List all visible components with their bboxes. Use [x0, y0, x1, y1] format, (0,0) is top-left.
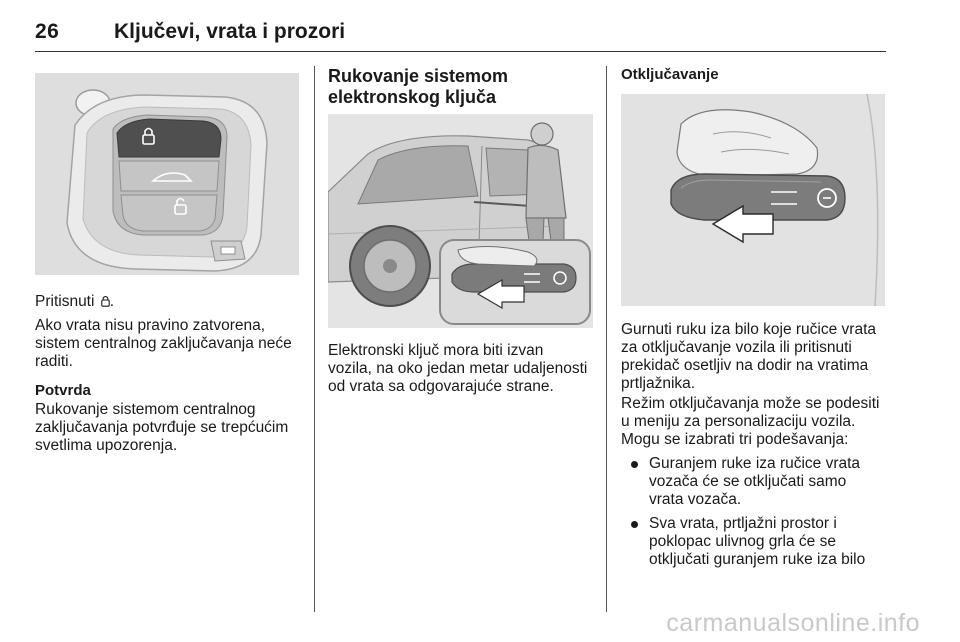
para-line2: vozila, na oko jedan metar udaljenosti	[328, 360, 588, 377]
bullet2-line2: poklopac ulivnog grla će se	[649, 533, 836, 550]
para2-line1: Rukovanje sistemom centralnog	[35, 401, 256, 418]
press-instruction	[35, 293, 300, 311]
para1-line2: za otključavanje vozila ili pritisnuti	[621, 339, 852, 356]
para1-line3: raditi.	[35, 353, 73, 370]
list-item	[621, 515, 896, 569]
potvrda-heading: Potvrda	[35, 382, 91, 399]
column-divider-2	[606, 66, 607, 612]
column-divider-1	[314, 66, 315, 612]
unlock-mode-paragraph	[621, 395, 896, 449]
column-3	[621, 0, 891, 642]
para2-line2: zaključavanja potvrđuje se trepćućim	[35, 419, 289, 436]
unlock-paragraph	[621, 321, 896, 393]
para1-line1: Ako vrata nisu pravino zatvorena,	[35, 317, 266, 334]
para1-line4: prtljažnika.	[621, 375, 696, 392]
door-handle-illustration	[621, 94, 885, 306]
para-line1: Elektronski ključ mora biti izvan	[328, 342, 544, 359]
para1-line3: prekidač osetljiv na dodir na vratima	[621, 357, 869, 374]
bullet2-line3: otključati guranjem ruke iza bilo	[649, 551, 866, 568]
press-suffix: .	[109, 293, 115, 310]
para1-line2: sistem centralnog zaključavanja neće	[35, 335, 292, 352]
column-2	[328, 0, 596, 642]
electronic-key-paragraph	[328, 342, 603, 396]
column-1	[35, 0, 300, 642]
bullet2-line1: Sva vrata, prtljažni prostor i	[649, 515, 837, 532]
press-prefix: Pritisnuti	[35, 293, 95, 310]
car-door-approach-illustration	[328, 114, 593, 328]
bullet1-line3: vrata vozača.	[649, 491, 742, 508]
list-item	[621, 455, 896, 509]
heading-line2: elektronskog ključa	[328, 87, 497, 107]
electronic-key-heading	[328, 66, 596, 108]
unlock-settings-list	[621, 455, 896, 569]
key-fob-illustration	[35, 73, 299, 275]
bullet1-line1: Guranjem ruke iza ručice vrata	[649, 455, 861, 472]
para-line3: od vrata sa odgovarajuće strane.	[328, 378, 554, 395]
para2-line3: Mogu se izabrati tri podešavanja:	[621, 431, 849, 448]
heading-line1: Rukovanje sistemom	[328, 66, 509, 86]
door-not-closed-paragraph	[35, 317, 305, 371]
otkljucavanje-heading: Otključavanje	[621, 66, 719, 83]
running-title: Ključevi, vrata i prozori	[114, 20, 346, 43]
para2-line2: u meniju za personalizaciju vozila.	[621, 413, 856, 430]
page-number: 26	[35, 20, 60, 43]
para1-line1: Gurnuti ruku iza bilo koje ručice vrata	[621, 321, 877, 338]
bullet1-line2: vozača će se otključati samo	[649, 473, 847, 490]
para2-line1: Režim otključavanja može se podesiti	[621, 395, 880, 412]
unlock-icon	[101, 294, 110, 306]
para2-line3: svetlima upozorenja.	[35, 437, 178, 454]
bullet-dot	[631, 521, 638, 528]
bullet-dot	[631, 461, 638, 468]
watermark: carmanualsonline.info	[666, 609, 920, 637]
confirmation-paragraph	[35, 401, 305, 455]
